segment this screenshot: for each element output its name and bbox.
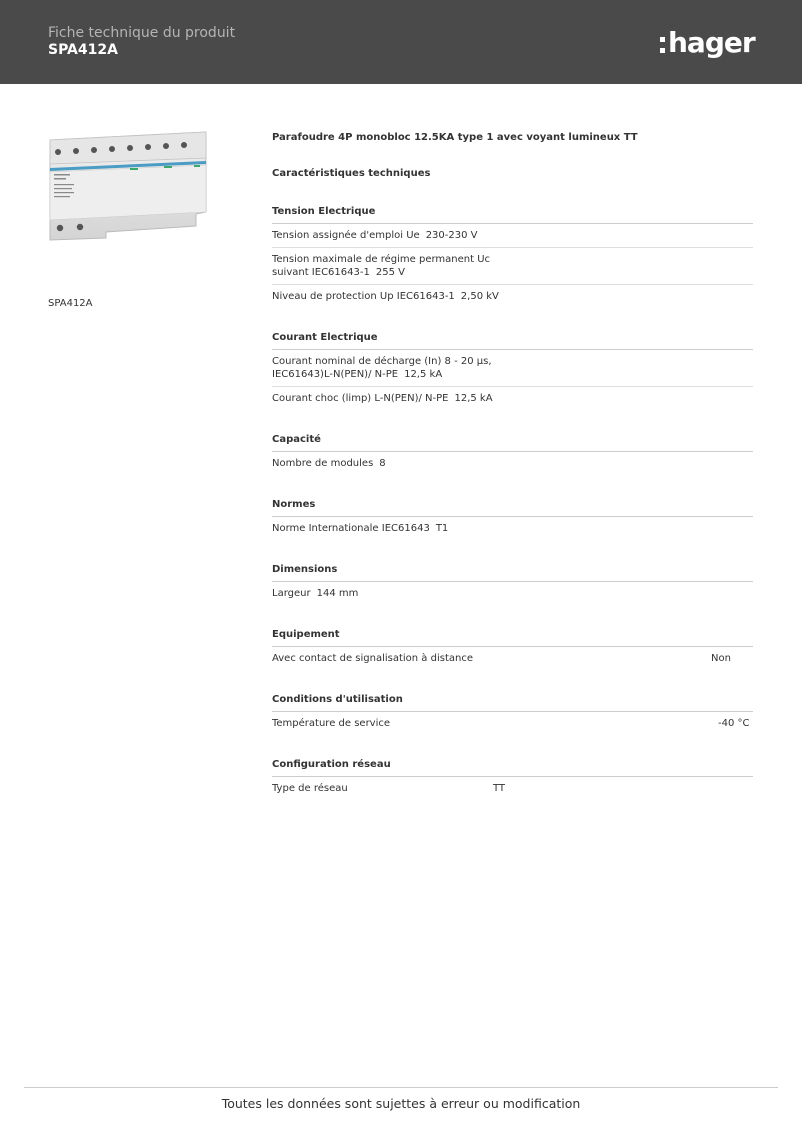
spec-value: TT [493,783,506,794]
spec-group-title: Dimensions [272,540,753,582]
spec-label: Tension assignée d'emploi Ue [272,230,420,241]
spec-group-title: Normes [272,475,753,517]
spec-group-title: Equipement [272,605,753,647]
spec-label: Tension maximale de régime permanent Uc suivant IEC61643-1 [272,254,491,278]
spec-group-title: Configuration réseau [272,735,753,777]
footer-disclaimer: Toutes les données sont sujettes à erreur ou modification [221,1096,581,1111]
footer-divider [24,1087,778,1088]
logo-wordmark: hager [668,25,755,59]
spec-groups [272,182,753,800]
spec-row [272,285,753,308]
spec-label: Niveau de protection Up IEC61643-1 [272,291,455,302]
spec-label: Courant nominal de décharge (In) 8 - 20 µs, IEC61643)L-N(PEN)/ N-PE [272,356,492,380]
spec-value: T1 [435,523,449,534]
spec-label: Courant choc (limp) L-N(PEN)/ N-PE [272,393,449,404]
spec-row [272,712,753,735]
section-title: Caractéristiques techniques [272,168,431,179]
spec-row [272,350,753,387]
spec-value: 144 mm [316,588,359,599]
spec-label: Température de service [272,718,391,729]
product-reference: SPA412A [48,298,93,309]
spec-label: Avec contact de signalisation à distance [272,653,473,664]
spec-value: 12,5 kA [454,393,493,404]
spec-group-title: Capacité [272,410,753,452]
spec-value: 8 [379,458,386,469]
spec-group-title: Tension Electrique [272,182,753,224]
spec-value: 255 V [375,267,405,278]
spec-label: Nombre de modules [272,458,374,469]
spec-group-title: Courant Electrique [272,308,753,350]
specifications-panel [272,132,753,800]
spec-row [272,517,753,540]
spec-label: Type de réseau [272,783,348,794]
spec-value: -40 °C [718,718,750,729]
spec-row [272,452,753,475]
spec-value: 230-230 V [425,230,478,241]
spec-value: Non [711,653,731,664]
document-type-label: Fiche technique du produit [48,25,236,41]
spec-row [272,647,753,670]
spec-label: Norme Internationale IEC61643 [272,523,430,534]
spec-value: 2,50 kV [460,291,499,302]
product-code-heading: SPA412A [48,42,118,58]
spec-group-title: Conditions d'utilisation [272,670,753,712]
product-title: Parafoudre 4P monobloc 12.5KA type 1 avec voyant lumineux TT [272,132,638,143]
surge-protector-device-image [46,128,214,246]
spec-row [272,387,753,410]
spec-label: Largeur [272,588,311,599]
header-bar [0,0,802,84]
logo-colon-mark [660,37,665,53]
hager-logo [660,24,755,60]
spec-row [272,777,753,800]
spec-row [272,224,753,248]
spec-row [272,248,753,285]
spec-row [272,582,753,605]
spec-value: 12,5 kA [404,369,443,380]
